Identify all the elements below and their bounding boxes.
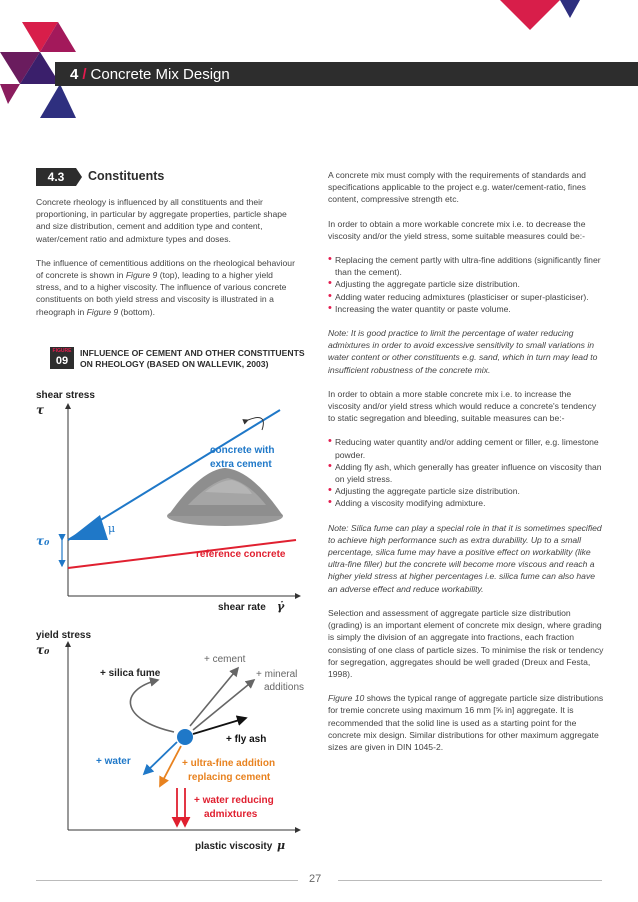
silica-fume-label: + silica fume [100,668,161,679]
right-paragraph-5: Figure 10 shows the typical range of aggregate particle size distributions for tremie concrete using maximum 16 mm [⅝ in] aggregate. It is recommended that the solid line is used as a starting point for the concrete mix design. Similar distributions for other maximum aggregate sizes are given in DIN 1045-2. [328,693,604,752]
top-y-symbol: τ [36,403,45,417]
note-1: Note: It is good practice to limit the percentage of water reducing admixtures in order to avoid excessive sensitivity to small variations in water content or other constituents e.g. sand, which in turn may lead to insufficient robustness of the concrete mix. [328,328,598,375]
right-paragraph-4: Selection and assessment of aggregate particle size distribution (grading) is an important element of concrete mix design, where grading is simply the division of an aggregate into fractions, each fraction consisting of one class of particle sizes. To minimise the risk or tendency for segregation, aggregates should be well graded (Dreux and Festa, 1998). [328,607,604,679]
list-item: • Adding a viscosity modifying admixture. [328,497,604,509]
page-number: 27 [309,873,322,885]
right-paragraph-2: In order to obtain a more workable concrete mix i.e. to decrease the viscosity and/or the yield stress, some suitable measures could be:- [328,218,586,241]
figure-number: 09 [55,355,69,367]
reference-label: reference concrete [196,549,286,560]
ultra-fine-label-1: + ultra-fine addition [182,758,276,769]
measures-list-1 [328,254,604,315]
water-reducing-label-1: + water reducing [194,795,274,806]
fly-ash-arrow [193,718,246,734]
list-item: • Adding fly ash, which generally has greater influence on viscosity than on yield stress. [328,461,604,485]
list-item: • Adding water reducing admixtures (plasticiser or super-plasticiser). [328,291,604,303]
footer-rule-left [36,880,298,881]
cement-label-2: extra cement [210,459,272,470]
cement-label-1: concrete with [210,445,275,456]
section-number: 4.3 [36,168,76,186]
water-arrow [144,742,177,774]
mu-symbol: μ [108,522,116,535]
measures-list-2 [328,436,604,509]
mineral-label-1: + mineral [256,669,298,680]
water-reducing-label-2: admixtures [204,809,258,820]
section-title: Constituents [88,169,165,183]
chapter-number: 4 [70,66,79,83]
right-text [328,169,604,753]
chapter-header: 4 / Concrete Mix Design [70,66,230,83]
origin-dot [177,729,193,745]
fly-ash-label: + fly ash [226,734,267,745]
bottom-x-symbol: μ [277,839,286,852]
figure-badge [50,347,74,369]
cement-arrow [190,668,238,726]
mineral-label-2: additions [264,682,305,693]
top-x-label: shear rate [218,602,266,613]
ultra-fine-arrow [160,746,181,786]
list-item: • Replacing the cement partly with ultra-fine additions (significantly finer than the cement). [328,254,604,278]
mineral-arrow [193,680,254,730]
list-item: • Reducing water quantity and/or adding cement or filler, e.g. limestone powder. [328,436,604,460]
tau0-label: τ₀ [36,534,50,548]
bottom-x-label: plastic viscosity [195,841,273,852]
cement-bottom-label: + cement [204,654,246,665]
bottom-y-label: yield stress [36,630,92,641]
footer-rule-right [338,880,602,881]
right-paragraph-3: In order to obtain a more stable concrete mix i.e. to increase the viscosity and/or yield stress which would reduce a concrete's tendency to static segregation and bleeding, suitable measures can be:- [328,388,597,424]
left-paragraph-1: Concrete rheology is influenced by all constituents and their proportioning, in particular by aggregate properties, particle shape and size distribution, cement and addition type and content, water/cement ratio and admixture types and doses. [36,197,287,244]
right-paragraph-1: A concrete mix must comply with the requirements of standards and specifications applicable to the project e.g. water/cement-ratio, fines content, compressive strength etc. [328,170,586,205]
note-2: Note: Silica fume can play a special role in that it is sometimes specified to achieve high performance such as extra durability. Up to a small percentage, silica fume may have a positive effect on workability (like ultra-fine filler) but the concrete will become more viscous and reach a higher yield stress at higher percentages i.e. silica fume can also have an adverse effect and reduce workability. [328,522,602,594]
list-item: • Increasing the water quantity or paste volume. [328,303,604,315]
left-paragraph-2: The influence of cementitious additions on the rheological behaviour of concrete is shown in Figure 9 (top), leading to a higher yield stress, and to a higher viscosity. The influence of various concrete constituents on both yield stress and viscosity is illustrated in a rheograph in Figure 9 (bottom). [36,257,295,317]
chapter-title: Concrete Mix Design [90,66,230,83]
top-y-label: shear stress [36,390,95,401]
ultra-fine-label-2: replacing cement [188,772,271,783]
figure-title: INFLUENCE OF CEMENT AND OTHER CONSTITUENTS ON RHEOLOGY (BASED ON WALLEVIK, 2003) [80,348,305,369]
water-label: + water [96,756,131,767]
left-text [36,196,296,318]
list-item: • Adjusting the aggregate particle size distribution. [328,278,604,290]
figure-label: FIGURE [52,348,72,354]
bottom-y-symbol: τ₀ [36,643,50,657]
top-x-symbol: γ̇ [277,600,285,613]
silica-fume-arrow [130,680,174,732]
cement-pile-image [167,468,283,526]
list-item: • Adjusting the aggregate particle size distribution. [328,485,604,497]
rheology-diagram [0,380,320,860]
